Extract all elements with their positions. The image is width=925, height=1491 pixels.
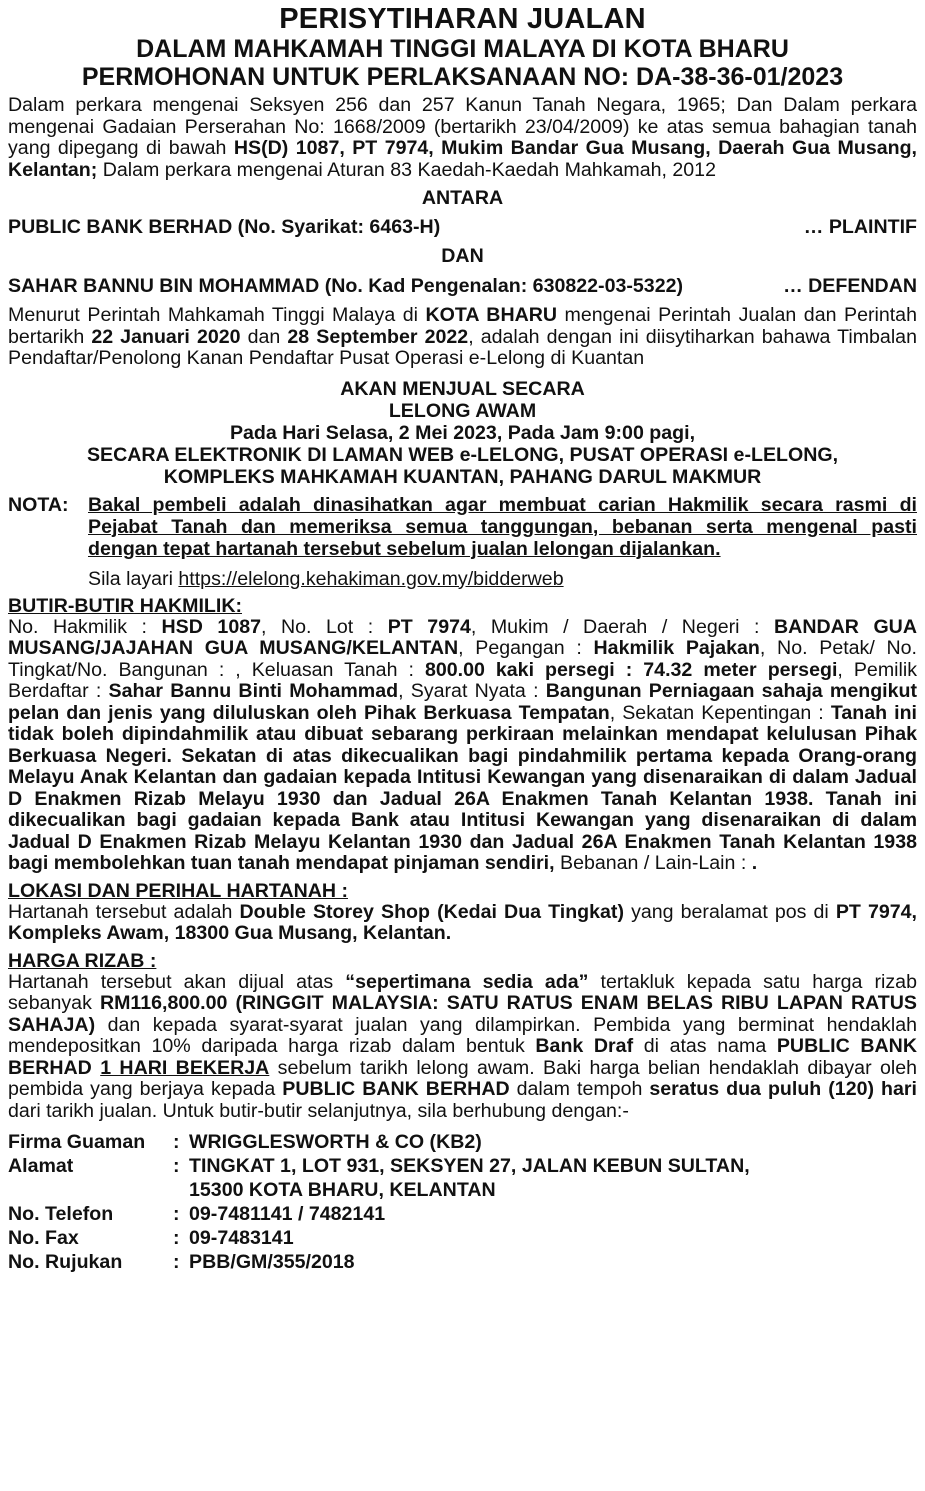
address-label: Alamat bbox=[8, 1155, 74, 1177]
nota-text: Bakal pembeli adalah dinasihatkan agar membuat carian Hakmilik secara rasmi di Pejabat Tanah dan memeriksa semua tanggungan, bebanan serta mengenal pasti dengan tepat hartanah tersebut sebelum jualan lelongan dijalankan. bbox=[88, 493, 917, 560]
butir-heading: BUTIR-BUTIR HAKMILIK: bbox=[8, 594, 242, 617]
phone-value: 09-7481141 / 7482141 bbox=[189, 1203, 386, 1225]
dan-label: DAN bbox=[441, 245, 484, 267]
harga-heading: HARGA RIZAB : bbox=[8, 949, 157, 972]
reference-label: No. Rujukan bbox=[8, 1251, 123, 1273]
intro-paragraph: Dalam perkara mengenai Seksyen 256 dan 257 Kanun Tanah Negara, 1965; Dan Dalam perkara mengenai Gadaian Perserahan No: 1668/2009 (bertarikh 23/04/2009) ke atas semua bahagian tanah yang dipegang di bawah HS(D) 1087, PT 7974, Mukim Bandar Gua Musang, Daerah Gua Musang, Kelantan; Dalam perkara mengenai Aturan 83 Kaedah-Kaedah Mahkamah, 2012 bbox=[8, 94, 917, 181]
auction-venue-2: KOMPLEKS MAHKAMAH KUANTAN, PAHANG DARUL MAKMUR bbox=[163, 465, 762, 488]
phone-label: No. Telefon bbox=[8, 1203, 114, 1225]
firm-row: Firma Guaman : WRIGGLESWORTH & CO (KB2) bbox=[8, 1130, 917, 1154]
fax-value: 09-7483141 bbox=[189, 1227, 294, 1249]
plaintiff-role: … PLAINTIF bbox=[803, 216, 917, 238]
address-value: TINGKAT 1, LOT 931, SEKSYEN 27, JALAN KEBUN SULTAN, 15300 KOTA BHARU, KELANTAN bbox=[189, 1155, 750, 1201]
phone-row: No. Telefon : 09-7481141 / 7482141 bbox=[8, 1202, 917, 1226]
plaintiff-name: PUBLIC BANK BERHAD (No. Syarikat: 6463-H) bbox=[8, 216, 441, 238]
auction-line-2: LELONG AWAM bbox=[388, 399, 537, 422]
harga-paragraph: Hartanah tersebut akan dijual atas “sepertimana sedia ada” tertakluk kepada satu harga rizab sebanyak RM116,800.00 (RINGGIT MALAYSIA: SATU RATUS ENAM BELAS RIBU LAPAN RATUS SAHAJA) dan kepada syarat-syarat jualan yang dilampirkan. Pembida yang berminat hendaklah mendepositkan 10% daripada harga rizab dalam bentuk Bank Draf di atas nama PUBLIC BANK BERHAD 1 HARI BEKERJA sebelum tarikh lelong awam. Baki harga belian hendaklah dibayar oleh pembida yang berjaya kepada PUBLIC BANK BERHAD dalam tempoh seratus dua puluh (120) hari dari tarikh jualan. Untuk butir-butir selanjutnya, sila berhubung dengan:- bbox=[8, 970, 917, 1122]
defendant-role: … DEFENDAN bbox=[783, 275, 917, 297]
lokasi-heading: LOKASI DAN PERIHAL HARTANAH : bbox=[8, 879, 348, 902]
contact-block bbox=[8, 1130, 917, 1274]
auction-line-1: AKAN MENJUAL SECARA bbox=[340, 377, 585, 400]
plaintiff-row bbox=[8, 216, 917, 238]
court-heading: DALAM MAHKAMAH TINGGI MALAYA DI KOTA BHARU bbox=[136, 35, 789, 63]
firm-label: Firma Guaman bbox=[8, 1131, 146, 1153]
reference-value: PBB/GM/355/2018 bbox=[189, 1251, 355, 1273]
nota-block bbox=[8, 494, 917, 560]
website-row: Sila layari https://elelong.kehakiman.gov.my/bidderweb bbox=[88, 567, 564, 590]
fax-label: No. Fax bbox=[8, 1227, 79, 1249]
lokasi-paragraph: Hartanah tersebut adalah Double Storey Shop (Kedai Dua Tingkat) yang beralamat pos di PT 7974, Kompleks Awam, 18300 Gua Musang, Kelantan. bbox=[8, 900, 917, 944]
fax-row: No. Fax : 09-7483141 bbox=[8, 1226, 917, 1250]
case-number: PERMOHONAN UNTUK PERLAKSANAAN NO: DA-38-36-01/2023 bbox=[81, 63, 844, 91]
notice-title: PERISYTIHARAN JUALAN bbox=[279, 3, 646, 35]
order-paragraph: Menurut Perintah Mahkamah Tinggi Malaya di KOTA BHARU mengenai Perintah Jualan dan Perintah bertarikh 22 Januari 2020 dan 28 September 2022, adalah dengan ini diisytiharkan bahawa Timbalan Pendaftar/Penolong Kanan Pendaftar Pusat Operasi e-Lelong di Kuantan bbox=[8, 304, 917, 369]
auction-date: Pada Hari Selasa, 2 Mei 2023, Pada Jam 9:00 pagi, bbox=[229, 421, 696, 444]
auction-venue-1: SECARA ELEKTRONIK DI LAMAN WEB e-LELONG, PUSAT OPERASI e-LELONG, bbox=[86, 443, 839, 466]
reference-row: No. Rujukan : PBB/GM/355/2018 bbox=[8, 1250, 917, 1274]
antara-label: ANTARA bbox=[421, 187, 504, 209]
firm-value: WRIGGLESWORTH & CO (KB2) bbox=[189, 1131, 482, 1153]
defendant-name: SAHAR BANNU BIN MOHAMMAD (No. Kad Pengenalan: 630822-03-5322) bbox=[8, 275, 684, 297]
address-row: Alamat : TINGKAT 1, LOT 931, SEKSYEN 27, JALAN KEBUN SULTAN, 15300 KOTA BHARU, KELANTAN bbox=[8, 1154, 917, 1202]
butir-paragraph: No. Hakmilik : HSD 1087, No. Lot : PT 7974, Mukim / Daerah / Negeri : BANDAR GUA MUSANG/JAJAHAN GUA MUSANG/KELANTAN, Pegangan : Hakmilik Pajakan, No. Petak/ No. Tingkat/No. Bangunan : , Keluasan Tanah : 800.00 kaki persegi : 74.32 meter persegi, Pemilik Berdaftar : Sahar Bannu Binti Mohammad, Syarat Nyata : Bangunan Perniagaan sahaja mengikut pelan dan jenis yang diluluskan oleh Pihak Berkuasa Tempatan, Sekatan Kepentingan : Tanah ini tidak boleh dipindahmilik atau dibuat sebarang perkiraan melainkan mendapat kelulusan Pihak Berkuasa Negeri. Sekatan di atas dikecualikan bagi pindahmilik pertama kepada Orang-orang Melayu Anak Kelantan dan gadaian kepada Intitusi Kewangan yang disenaraikan di dalam Jadual D Enakmen Rizab Melayu 1930 dan Jadual 26A Enakmen Tanah Kelantan 1938. Tanah ini dikecualikan bagi gadaian kepada Bank atau Intitusi Kewangan yang disenaraikan di dalam Jadual D Enakmen Rizab Melayu Kelantan 1930 dan Jadual 26A Enakmen Tanah Kelantan 1938 bagi membolehkan tuan tanah mendapat pinjaman sendiri, Bebanan / Lain-Lain : . bbox=[8, 615, 918, 874]
elelong-link[interactable]: https://elelong.kehakiman.gov.my/bidderweb bbox=[178, 567, 564, 590]
defendant-row bbox=[8, 275, 917, 297]
nota-label: NOTA: bbox=[8, 493, 69, 516]
auction-block bbox=[8, 378, 917, 488]
